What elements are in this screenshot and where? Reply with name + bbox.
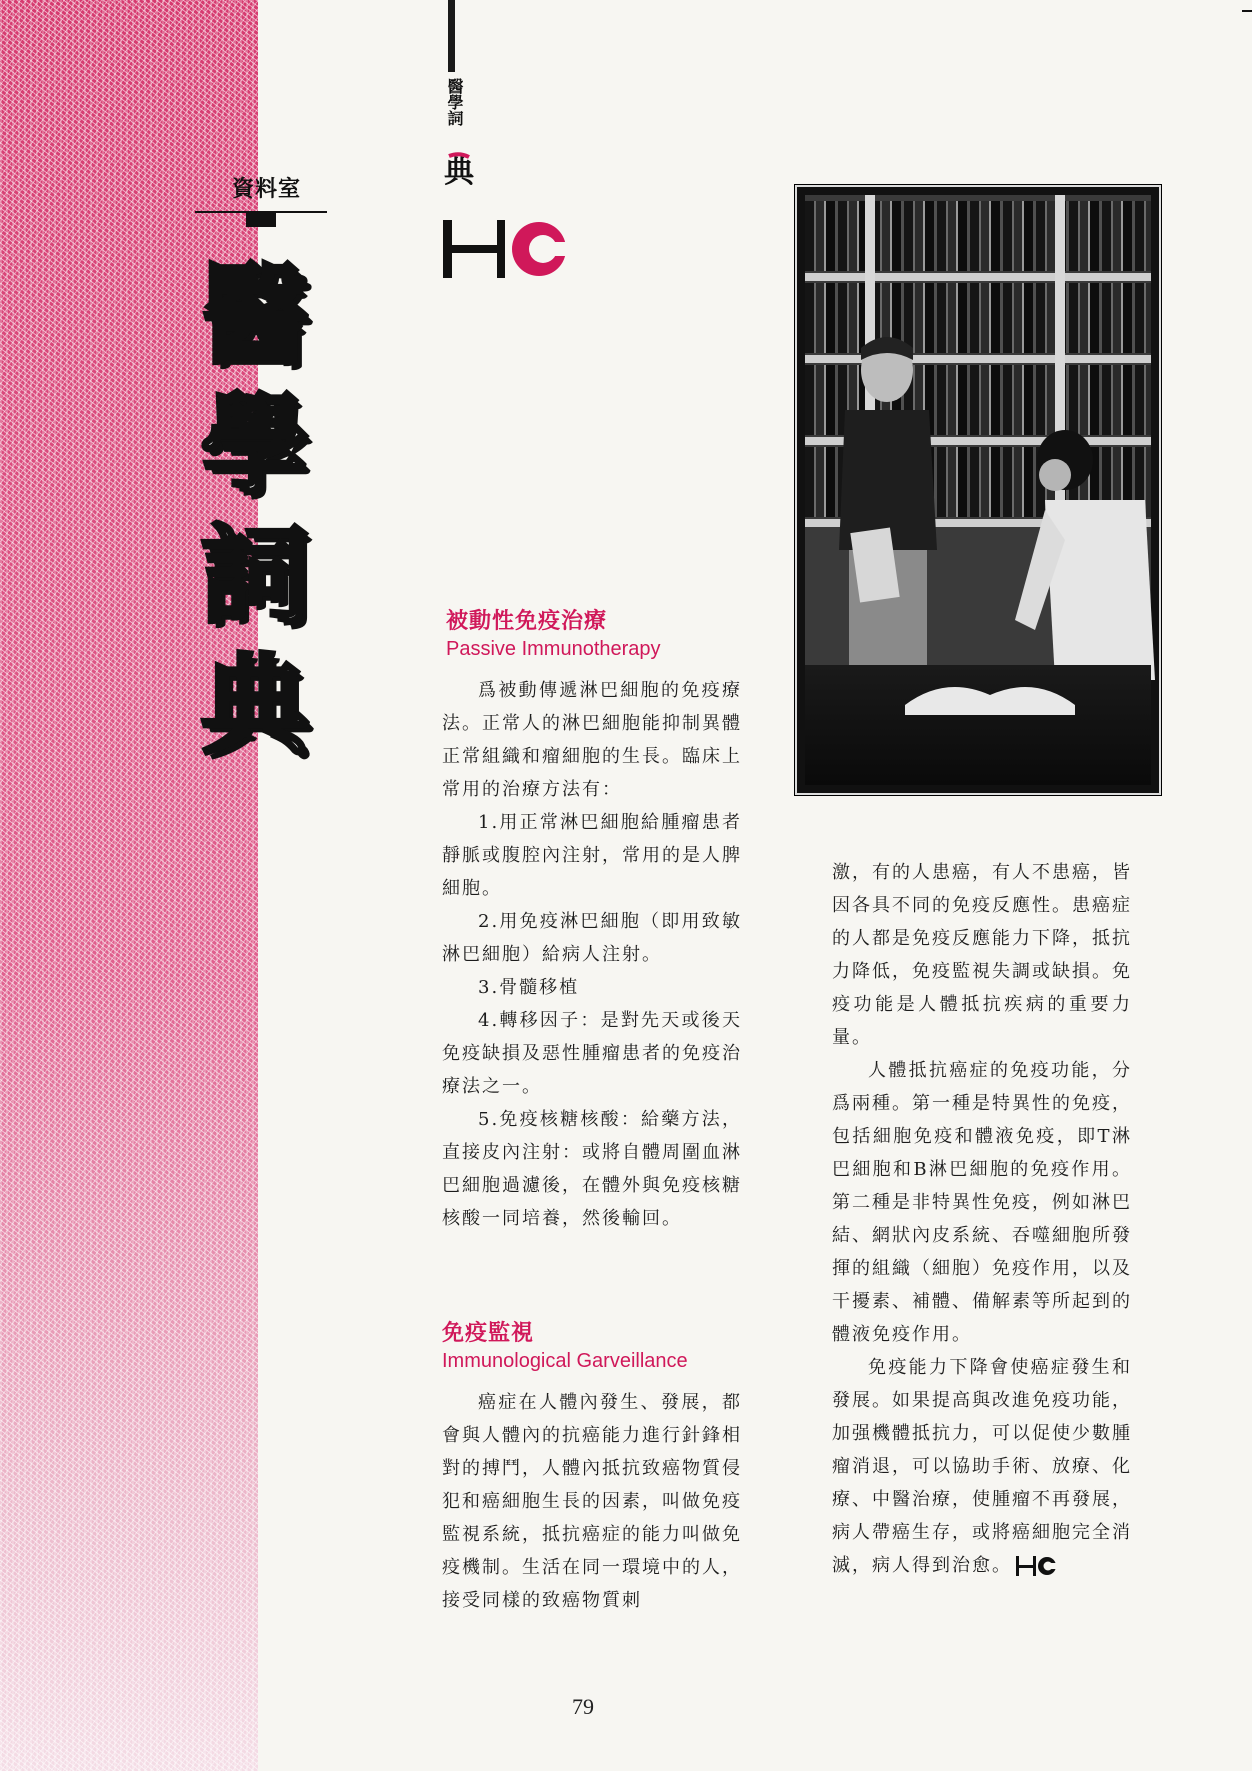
paragraph: 5.免疫核糖核酸：給藥方法，直接皮內注射：或將自體周圍血淋巴細胞過濾後，在體外與免疫核糖核酸一同培養，然後輸回。 [442,1109,742,1229]
bookshelf-row [805,201,1151,271]
paragraph [832,1351,1132,1582]
paragraph: 4.轉移因子：是對先天或後天免疫缺損及惡性腫瘤患者的免疫治療法之一。 [442,1010,742,1097]
tag-mark-icon [446,150,472,190]
article-body [442,1386,742,1617]
shelf-board [805,273,1151,281]
paragraph: 爲被動傳遞淋巴細胞的免疫療法。正常人的淋巴細胞能抑制異體正常組織和瘤細胞的生長。臨床上常用的治療方法有： [442,680,742,800]
hc-logo-icon [443,220,573,278]
corner-tick [1242,10,1252,12]
right-column-body [832,856,1132,1582]
title-char: 醫 [200,254,309,379]
section-rule-block [246,213,276,227]
article-heading-en: Passive Immunotherapy [446,638,661,660]
photo-librarians [805,195,1151,785]
paragraph-text: 免疫能力下降會使癌症發生和發展。如果提高與改進免疫功能，加强機體抵抗力，可以促使少數腫瘤消退，可以協助手術、放療、化療、中醫治療，使腫瘤不再發展，病人帶癌生存，或將癌細胞完全消滅，病人得到治愈。 [832,1357,1132,1576]
hc-end-mark-icon [1016,1556,1058,1576]
tag-mark-text: 典 [444,155,474,190]
open-book [905,665,1075,715]
tag-vertical-text: 醫學詞 [445,78,464,126]
tag-bar [448,0,455,72]
title-char: 詞 [200,514,309,639]
title-char: 典 [200,644,309,769]
paragraph: 3.骨髓移植 [478,977,580,998]
article-heading-zh: 免疫監視 [442,1321,535,1346]
article-heading-en: Immunological Garveillance [442,1350,688,1372]
article-body [442,674,742,1235]
person-standing [825,330,945,690]
photo-frame [794,184,1162,796]
paragraph: 人體抵抗癌症的免疫功能，分爲兩種。第一種是特異性的免疫，包括細胞免疫和體液免疫，即T淋巴細胞和B淋巴細胞的免疫作用。第二種是非特異性免疫，例如淋巴結、網狀內皮系統、吞噬細胞所發揮的組織（細胞）免疫作用，以及干擾素、補體、備解素等所起到的體液免疫作用。 [832,1060,1132,1345]
paragraph: 2.用免疫淋巴細胞（即用致敏淋巴細胞）給病人注射。 [442,911,742,965]
page-number: 79 [572,1694,594,1719]
page-title [190,252,320,772]
paragraph: 1.用正常淋巴細胞給腫瘤患者靜脈或腹腔內注射，常用的是人脾細胞。 [442,812,742,899]
section-label: 資料室 [232,177,302,202]
paragraph-continuation: 激，有的人患癌，有人不患癌，皆因各具不同的免疫反應性。患癌症的人都是免疫反應能力下降，抵抗力降低，免疫監視失調或缺損。免疫功能是人體抵抗疾病的重要力量。 [832,862,1132,1048]
article-heading-zh: 被動性免疫治療 [446,609,608,634]
title-char: 學 [200,384,309,509]
paragraph: 癌症在人體內發生、發展，都會與人體內的抗癌能力進行針鋒相對的搏鬥，人體內抵抗致癌物質侵犯和癌細胞生長的因素，叫做免疫監視系統，抵抗癌症的能力叫做免疫機制。生活在同一環境中的人，接受同樣的致癌物質刺 [442,1392,742,1611]
person-reading [1015,420,1155,680]
